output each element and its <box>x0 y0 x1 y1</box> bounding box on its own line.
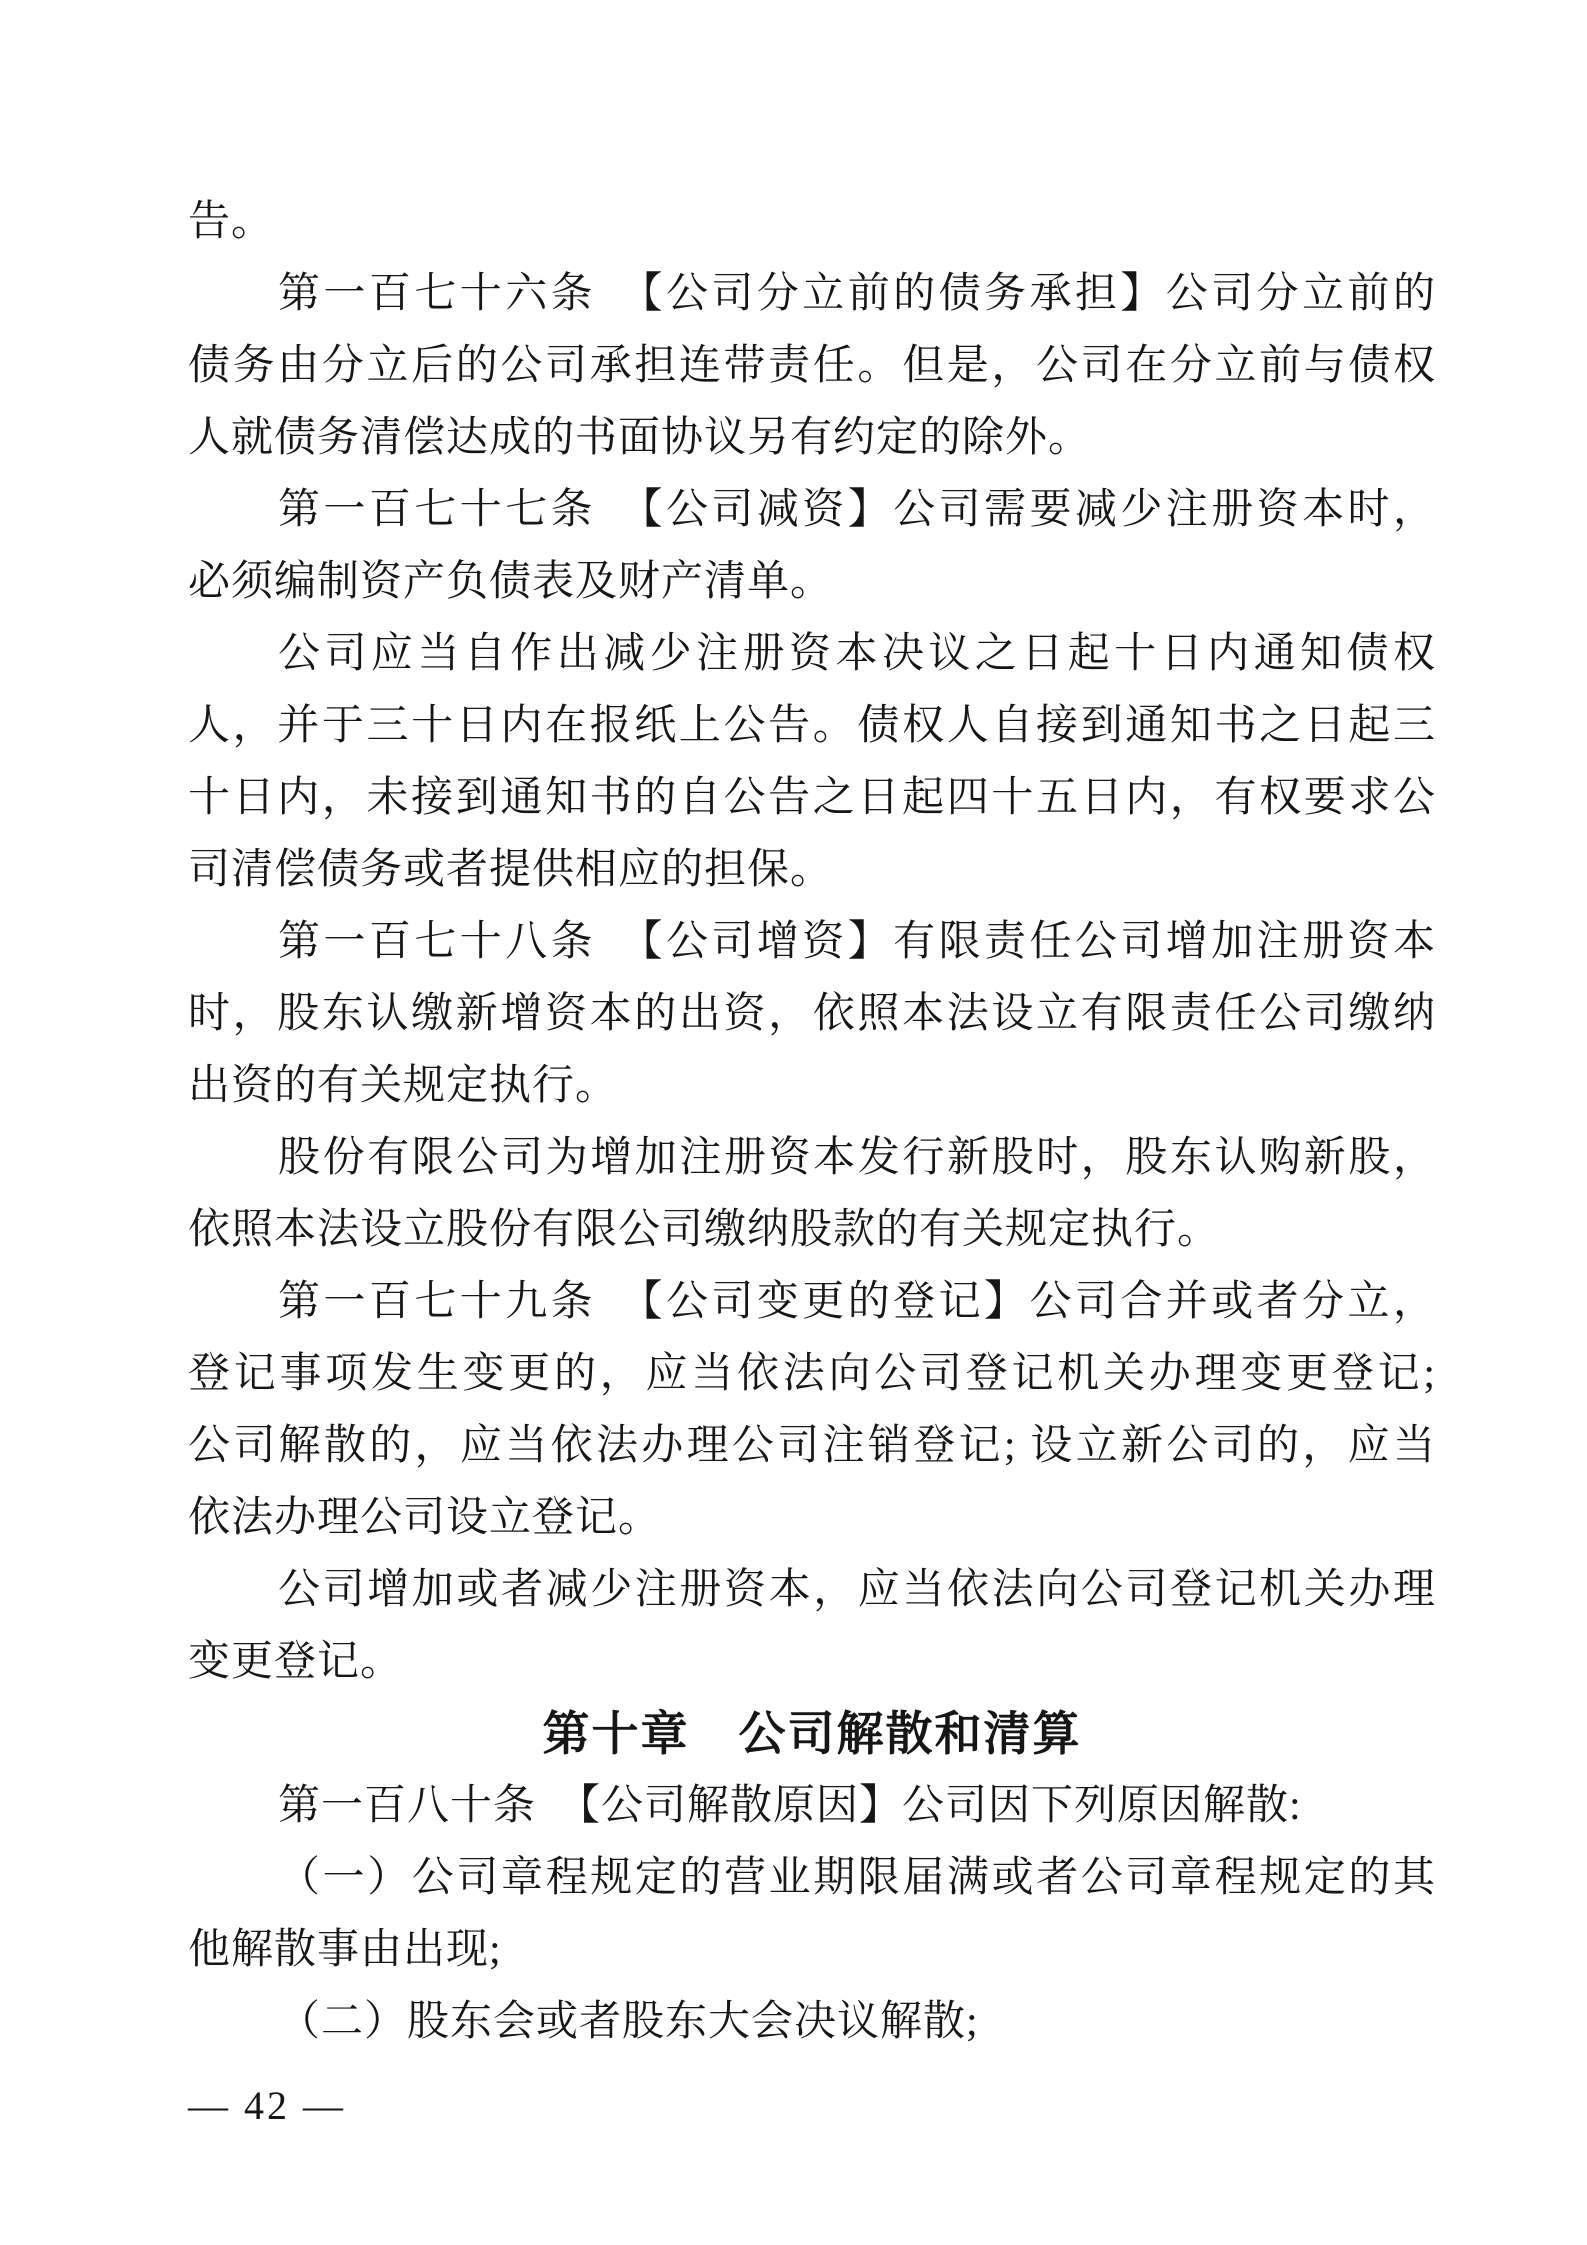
text-line: 司清偿债务或者提供相应的担保。 <box>188 847 834 893</box>
article-180-line: 第一百八十条 【公司解散原因】公司因下列原因解散: <box>278 1783 1302 1829</box>
document-body <box>188 186 1436 2058</box>
text-line: 人，并于三十日内在报纸上公告。债权人自接到通知书之日起三 <box>188 703 1436 749</box>
text-line: 他解散事由出现; <box>188 1927 502 1973</box>
list-item-1-line: （一）公司章程规定的营业期限届满或者公司章程规定的其 <box>278 1855 1436 1901</box>
text-line: 变更登记。 <box>188 1639 404 1685</box>
text-line: 公司应当自作出减少注册资本决议之日起十日内通知债权 <box>278 631 1436 677</box>
text-line: 依照本法设立股份有限公司缴纳股款的有关规定执行。 <box>188 1207 1221 1253</box>
chapter-heading: 第十章 公司解散和清算 <box>542 1707 1082 1760</box>
text-line: 十日内，未接到通知书的自公告之日起四十五日内，有权要求公 <box>188 775 1436 821</box>
article-176-line: 第一百七十六条 【公司分立前的债务承担】公司分立前的 <box>278 271 1436 317</box>
page-number: — 42 — <box>188 2083 346 2128</box>
text-line: 出资的有关规定执行。 <box>188 1063 619 1109</box>
text-line: 股份有限公司为增加注册资本发行新股时，股东认购新股， <box>278 1135 1436 1181</box>
text-line: 必须编制资产负债表及财产清单。 <box>188 559 834 605</box>
text-line: 公司解散的，应当依法办理公司注销登记; 设立新公司的，应当 <box>188 1423 1436 1469</box>
article-177-line: 第一百七十七条 【公司减资】公司需要减少注册资本时， <box>278 487 1436 533</box>
text-line: 依法办理公司设立登记。 <box>188 1495 662 1541</box>
text-line: 人就债务清偿达成的书面协议另有约定的除外。 <box>188 415 1092 461</box>
text-line: 登记事项发生变更的，应当依法向公司登记机关办理变更登记; <box>188 1351 1436 1397</box>
text-line: 公司增加或者减少注册资本，应当依法向公司登记机关办理 <box>278 1567 1436 1613</box>
text-line: 时，股东认缴新增资本的出资，依照本法设立有限责任公司缴纳 <box>188 991 1436 1037</box>
list-item-2-line: （二）股东会或者股东大会决议解散; <box>278 1999 979 2045</box>
article-178-line: 第一百七十八条 【公司增资】有限责任公司增加注册资本 <box>278 919 1436 965</box>
text-line: 告。 <box>188 199 275 245</box>
article-179-line: 第一百七十九条 【公司变更的登记】公司合并或者分立， <box>278 1279 1436 1325</box>
text-line: 债务由分立后的公司承担连带责任。但是，公司在分立前与债权 <box>188 343 1436 389</box>
